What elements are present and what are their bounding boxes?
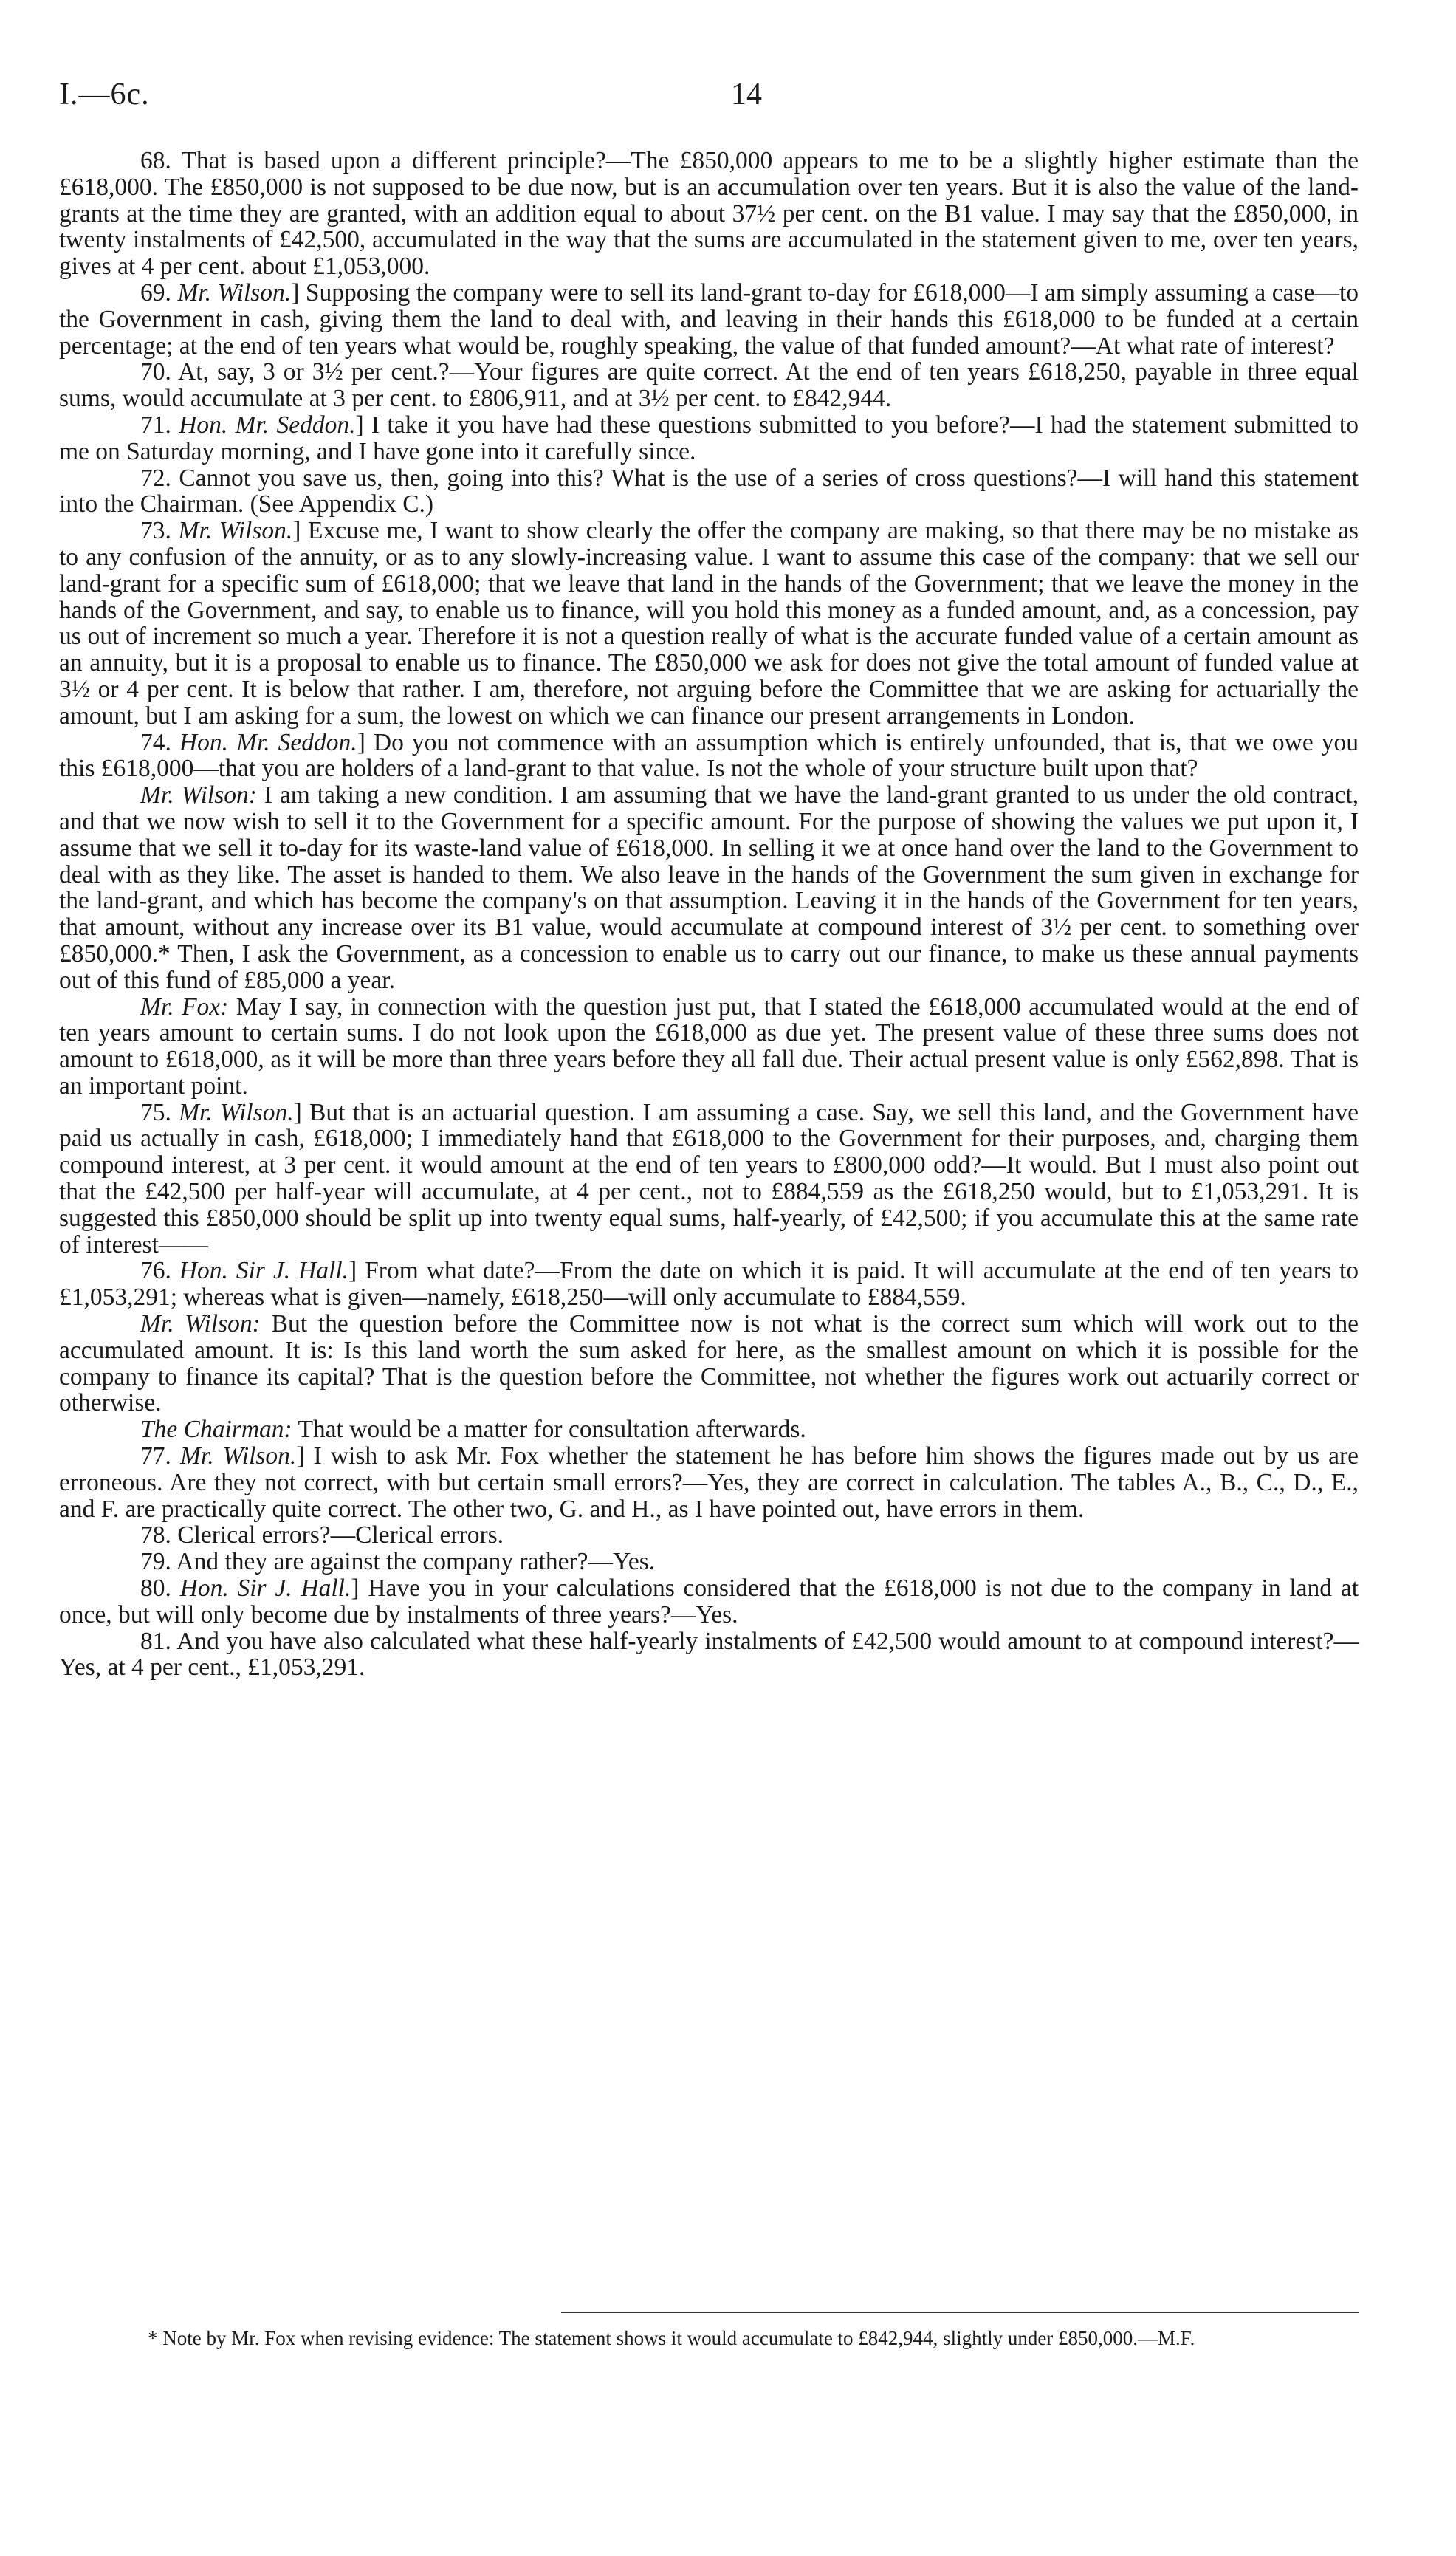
paragraph-text: 81. And you have also calculated what these half-yearly instalments of £42,500 would amount to at compound interest?—Yes, at 4 per cent., £1,053,291.	[59, 1627, 1359, 1682]
paragraph-text: ] Excuse me, I want to show clearly the offer the company are making, so that there may be no mistake as to any confusion of the annuity, or as to any slowly-increasing value. I want to assume this case of the company: that we sell our land-grant for a specific sum of £618,000; that we leave that land in the hands of the Government; that we leave the money in the hands of the Government, and say, to enable us to finance, will you hold this money as a funded amount, and, as a concession, pay us out of increment so much a year. Therefore it is not a question really of what is the accurate funded value of a certain amount as an annuity, but it is a proposal to enable us to finance. The £850,000 we ask for does not give the total amount of funded value at 3½ or 4 per cent. It is below that rather. I am, therefore, not arguing before the Committee that we are asking for actuarially the amount, but I am asking for a sum, the lowest on which we can finance our present arrangements in London.	[59, 517, 1359, 730]
page-header	[59, 77, 1353, 121]
evidence-paragraph	[59, 1100, 1359, 1258]
question-number: 77.	[140, 1442, 180, 1470]
evidence-paragraph	[59, 518, 1359, 729]
evidence-paragraph	[59, 782, 1359, 993]
paragraph-text: May I say, in connection with the question just put, that I stated the £618,000 accumulated would at the end of ten years amount to certain sums. I do not look upon the £618,000 as due yet. The present value of these three sums does not amount to £618,000, as it will be more than three years before they all fall due. Their actual present value is only £562,898. That is an important point.	[59, 993, 1359, 1100]
evidence-paragraph	[59, 412, 1359, 465]
question-number: 76.	[140, 1257, 179, 1285]
evidence-paragraph	[59, 1628, 1359, 1682]
speaker-name: Hon. Sir J. Hall.	[179, 1575, 351, 1603]
evidence-paragraph	[59, 465, 1359, 518]
evidence-paragraph	[59, 1522, 1359, 1549]
speaker-name: Mr. Wilson:	[140, 781, 257, 809]
evidence-paragraph	[59, 994, 1359, 1100]
evidence-paragraph	[59, 1443, 1359, 1522]
paragraph-text: ] I take it you have had these questions submitted to you before?—I had the statement submitted to me on Saturday morning, and I have gone into it carefully since.	[59, 411, 1359, 465]
paragraph-text: ] Do you not commence with an assumption which is entirely unfounded, that is, that we owe you this £618,000—that you are holders of a land-grant to that value. Is not the whole of your structure built upon that?	[59, 728, 1359, 783]
question-number: 69.	[140, 278, 178, 306]
paragraph-text: 72. Cannot you save us, then, going into this? What is the use of a series of cross questions?—I will hand this statement into the Chairman. (See Appendix C.)	[59, 464, 1359, 518]
speaker-name: Hon. Sir J. Hall.	[179, 1257, 349, 1285]
paragraph-text: 70. At, say, 3 or 3½ per cent.?—Your figures are quite correct. At the end of ten years £618,250, payable in three equal sums, would accumulate at 3 per cent. to £806,911, and at 3½ per cent. to £842,944.	[59, 358, 1359, 413]
evidence-paragraph	[59, 359, 1359, 412]
evidence-paragraph	[59, 1416, 1359, 1443]
speaker-name: Hon. Mr. Seddon.	[179, 728, 357, 756]
footnote-rule	[561, 2312, 1359, 2313]
evidence-paragraph	[59, 280, 1359, 359]
evidence-paragraph	[59, 1258, 1359, 1311]
paragraph-text: I am taking a new condition. I am assuming that we have the land-grant granted to us under the old contract, and that we now wish to sell it to the Government for a specific amount. For the purpose of showing the values we put upon it, I assume that we sell it to-day for its waste-land value of £618,000. In selling it we at once hand over the land to the Government to deal with as they like. The asset is handed to them. We also leave in the hands of the Government the sum given in exchange for the land-grant, and which has become the company's on that assumption. Leaving it in the hands of the Government for ten years, that amount, without any increase over its B1 value, would accumulate at compound interest of 3½ per cent. to something over £850,000.* Then, I ask the Government, as a concession to enable us to carry out our finance, to make us these annual payments out of this fund of £85,000 a year.	[59, 781, 1359, 994]
paragraph-text: ] But that is an actuarial question. I am assuming a case. Say, we sell this land, and the Government have paid us actually in cash, £618,000; I immediately hand that £618,000 to the Government for their purposes, and, charging them compound interest, at 3 per cent. it would amount at the end of ten years to £800,000 odd?—It would. But I must also point out that the £42,500 per half-year will accumulate, at 4 per cent., not to £884,559 as the £618,250 would, but to £1,053,291. It is suggested this £850,000 should be split up into twenty equal sums, half-yearly, of £42,500; if you accumulate this at the same rate of interest——	[59, 1098, 1359, 1258]
speaker-name: Mr. Wilson.	[177, 278, 292, 306]
speaker-name: Mr. Wilson.	[180, 1442, 297, 1470]
evidence-paragraph	[59, 148, 1359, 280]
speaker-name: Mr. Wilson.	[178, 517, 293, 545]
paragraph-text: But the question before the Committee now is not what is the correct sum which will work out to the accumulated amount. It is: Is this land worth the sum asked for here, as the smallest amount on which it is possible for the company to finance its capital? That is the question before the Committee, not whether the figures work out actuarily correct or otherwise.	[59, 1310, 1359, 1417]
footnote: * Note by Mr. Fox when revising evidence: The statement shows it would accumulate to £842,944, slightly under £850,000.—M.F.	[148, 2327, 1195, 2349]
question-number: 74.	[140, 728, 179, 756]
paragraph-text: ] From what date?—From the date on which it is paid. It will accumulate at the end of ten years to £1,053,291; whereas what is given—namely, £618,250—will only accumulate to £884,559.	[59, 1257, 1359, 1312]
evidence-paragraph	[59, 1549, 1359, 1575]
paragraph-text: ] Have you in your calculations considered that the £618,000 is not due to the company in land at once, but will only become due by instalments of three years?—Yes.	[59, 1575, 1359, 1628]
paragraph-text: 68. That is based upon a different principle?—The £850,000 appears to me to be a slightly higher estimate than the £618,000. The £850,000 is not supposed to be due now, but is an accumulation over ten years. But it is also the value of the land-grants at the time they are granted, with an addition equal to about 37½ per cent. on the B1 value. I may say that the £850,000, in twenty instalments of £42,500, accumulated in the way that the sums are accumulated in the statement given to me, over ten years, gives at 4 per cent. about £1,053,000.	[59, 147, 1359, 281]
paragraph-text: ] I wish to ask Mr. Fox whether the statement he has before him shows the figures made out by us are erroneous. Are they not correct, with but certain small errors?—Yes, they are correct in calculation. The tables A., B., C., D., E., and F. are practically quite correct. The other two, G. and H., as I have pointed out, have errors in them.	[59, 1442, 1359, 1523]
paragraph-text: ] Supposing the company were to sell its land-grant to-day for £618,000—I am simply assuming a case—to the Government in cash, giving them the land to deal with, and leaving in their hands this £618,000 to be funded at a certain percentage; at the end of ten years what would be, roughly speaking, the value of that funded amount?—At what rate of interest?	[59, 278, 1359, 360]
paragraph-text: 78. Clerical errors?—Clerical errors.	[140, 1521, 504, 1549]
paragraph-text: 79. And they are against the company rather?—Yes.	[140, 1548, 656, 1576]
evidence-paragraph	[59, 730, 1359, 783]
question-number: 75.	[140, 1098, 179, 1126]
question-number: 80.	[140, 1575, 180, 1603]
evidence-paragraph	[59, 1311, 1359, 1416]
page-number: 14	[731, 78, 762, 112]
question-number: 71.	[140, 411, 179, 439]
evidence-text	[59, 148, 1359, 1681]
evidence-paragraph	[59, 1575, 1359, 1628]
question-number: 73.	[140, 517, 179, 545]
speaker-name: Hon. Mr. Seddon.	[179, 411, 356, 439]
speaker-name: Mr. Wilson.	[179, 1098, 294, 1126]
speaker-name: Mr. Wilson:	[140, 1310, 261, 1338]
speaker-name: The Chairman:	[140, 1416, 292, 1444]
paragraph-text: That would be a matter for consultation afterwards.	[292, 1416, 806, 1444]
document-reference: I.—6c.	[59, 78, 150, 112]
speaker-name: Mr. Fox:	[140, 993, 229, 1021]
